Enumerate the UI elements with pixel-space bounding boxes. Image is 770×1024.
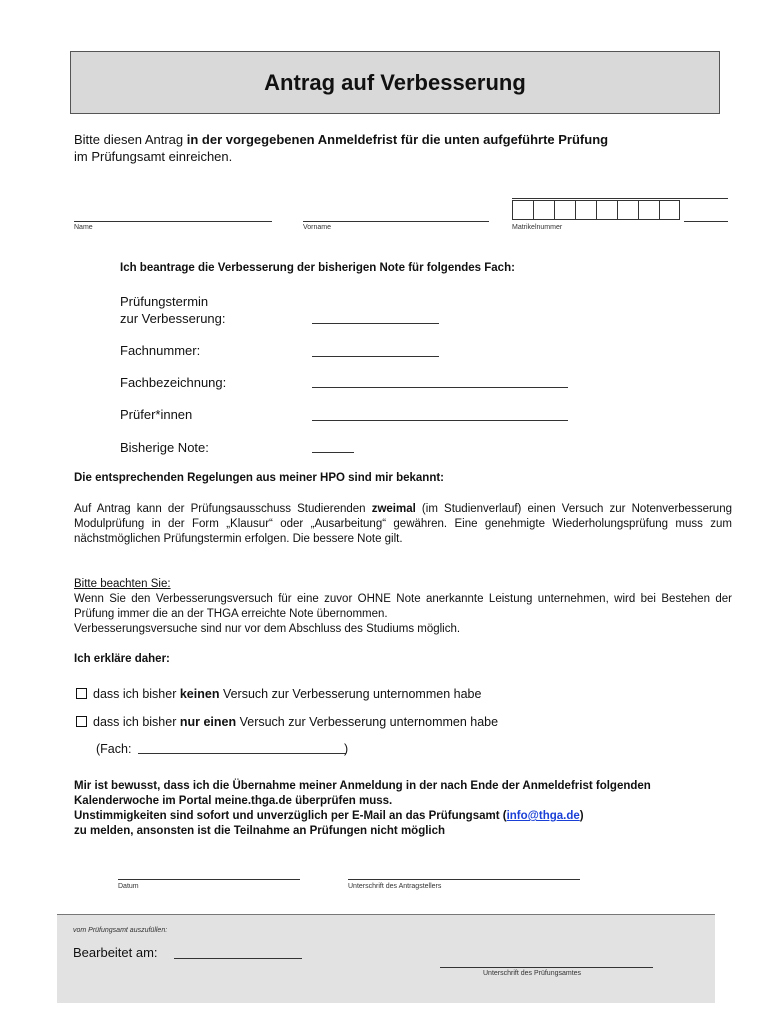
opt2-pre: dass ich bisher: [93, 715, 180, 729]
fachbezeichnung-label: Fachbezeichnung:: [120, 375, 227, 390]
notice-block: [74, 577, 732, 637]
intro-part2: im Prüfungsamt einreichen.: [74, 149, 233, 164]
rule-part1: Auf Antrag kann der Prüfungsausschuss Studierenden: [74, 503, 372, 515]
fach-label: (Fach:: [96, 742, 132, 756]
fachbezeichnung-blank[interactable]: [312, 387, 568, 388]
bearbeitet-label: Bearbeitet am:: [73, 945, 158, 960]
notice-line1: Wenn Sie den Verbesserungsversuch für eine zuvor OHNE Note anerkannte Leistung unternehmen, wird bei Bestehen der Prüfung immer die an der THGA erreichte Note übernommen.: [74, 593, 732, 620]
fach-blank[interactable]: [138, 753, 346, 754]
matrikel-cell[interactable]: [554, 200, 575, 220]
awareness-line2-post: ): [579, 810, 584, 822]
vorname-line[interactable]: [303, 221, 489, 222]
opt2-post: Versuch zur Verbesserung unternommen habe: [236, 715, 499, 729]
pruefer-label: Prüfer*innen: [120, 407, 193, 422]
awareness-line2-pre: Unstimmigkeiten sind sofort und unverzüglich per E-Mail an das Prüfungsamt (: [74, 810, 507, 822]
fach-close: ): [344, 742, 349, 756]
pruefungstermin-line1: Prüfungstermin: [120, 294, 209, 309]
rule-paragraph: [74, 502, 732, 547]
matrikel-top-line: [512, 198, 728, 199]
pruefungstermin-blank[interactable]: [312, 323, 439, 324]
matrikel-cell[interactable]: [533, 200, 554, 220]
pruefer-blank[interactable]: [312, 420, 568, 421]
office-signature-line[interactable]: [440, 967, 653, 968]
rule-bold: zweimal: [371, 503, 416, 515]
pruefungstermin-label: [120, 293, 226, 327]
matrikel-end-line: [684, 221, 728, 222]
unterschrift-label: Unterschrift des Antragstellers: [348, 883, 442, 890]
office-label: vom Prüfungsamt auszufüllen:: [73, 927, 168, 934]
unterschrift-line[interactable]: [348, 879, 580, 880]
intro-text: [74, 131, 734, 165]
page-title: Antrag auf Verbesserung: [264, 69, 526, 95]
hpo-heading: Die entsprechenden Regelungen aus meiner HPO sind mir bekannt:: [74, 472, 444, 484]
title-box: [70, 51, 720, 114]
awareness-block: [74, 779, 734, 839]
office-box: [57, 915, 715, 1003]
request-heading: Ich beantrage die Verbesserung der bisherigen Note für folgendes Fach:: [120, 262, 515, 274]
matrikel-cell[interactable]: [575, 200, 596, 220]
fach-row: [96, 741, 131, 758]
checkbox-nur-einen[interactable]: [76, 716, 87, 727]
opt1-bold: keinen: [179, 687, 220, 701]
name-label: Name: [74, 224, 93, 231]
matrikel-cell[interactable]: [596, 200, 617, 220]
rule-part2: (im Studienverlauf) einen Versuch zur Notenverbesserung Modulprüfung in der Form „Klausur“ oder „Ausarbeitung“ gewähren. Eine genehmigte Wiederholungsprüfung muss zum nächstmöglichen Prüfungstermin erfolgen. Die bessere Note gilt.: [74, 503, 732, 545]
matrikel-cell[interactable]: [659, 200, 680, 220]
matrikel-cell[interactable]: [617, 200, 638, 220]
intro-bold: in der vorgegebenen Anmeldefrist für die unten aufgeführte Prüfung: [186, 132, 609, 147]
note-blank[interactable]: [312, 452, 354, 453]
opt1-pre: dass ich bisher: [93, 687, 180, 701]
intro-part1: Bitte diesen Antrag: [74, 132, 187, 147]
matrikel-cell[interactable]: [512, 200, 533, 220]
fachnummer-label: Fachnummer:: [120, 343, 201, 358]
matrikel-boxes[interactable]: [512, 200, 680, 220]
notice-heading: Bitte beachten Sie:: [74, 578, 171, 590]
office-signature-label: Unterschrift des Prüfungsamtes: [483, 970, 582, 977]
awareness-line1: Mir ist bewusst, dass ich die Übernahme meiner Anmeldung in der nach Ende der Anmeldefrist folgenden Kalenderwoche im Portal meine.thga.de überprüfen muss.: [74, 780, 651, 807]
name-line[interactable]: [74, 221, 272, 222]
matrikel-label: Matrikelnummer: [512, 224, 563, 231]
notice-line2: Verbesserungsversuche sind nur vor dem Abschluss des Studiums möglich.: [74, 623, 461, 635]
awareness-line3: zu melden, ansonsten ist die Teilnahme an Prüfungen nicht möglich: [74, 825, 446, 837]
opt1-post: Versuch zur Verbesserung unternommen habe: [219, 687, 482, 701]
pruefungstermin-line2: zur Verbesserung:: [120, 311, 226, 326]
option-nur-einen[interactable]: [76, 714, 498, 731]
matrikel-cell[interactable]: [638, 200, 659, 220]
note-label: Bisherige Note:: [120, 440, 209, 455]
declare-heading: Ich erkläre daher:: [74, 653, 170, 665]
checkbox-keinen[interactable]: [76, 688, 87, 699]
datum-line[interactable]: [118, 879, 300, 880]
email-link[interactable]: info@thga.de: [506, 810, 580, 822]
opt2-bold: nur einen: [179, 715, 237, 729]
datum-label: Datum: [118, 883, 139, 890]
bearbeitet-blank[interactable]: [174, 958, 302, 959]
option-keinen[interactable]: [76, 686, 481, 703]
fachnummer-blank[interactable]: [312, 356, 439, 357]
vorname-label: Vorname: [303, 224, 332, 231]
